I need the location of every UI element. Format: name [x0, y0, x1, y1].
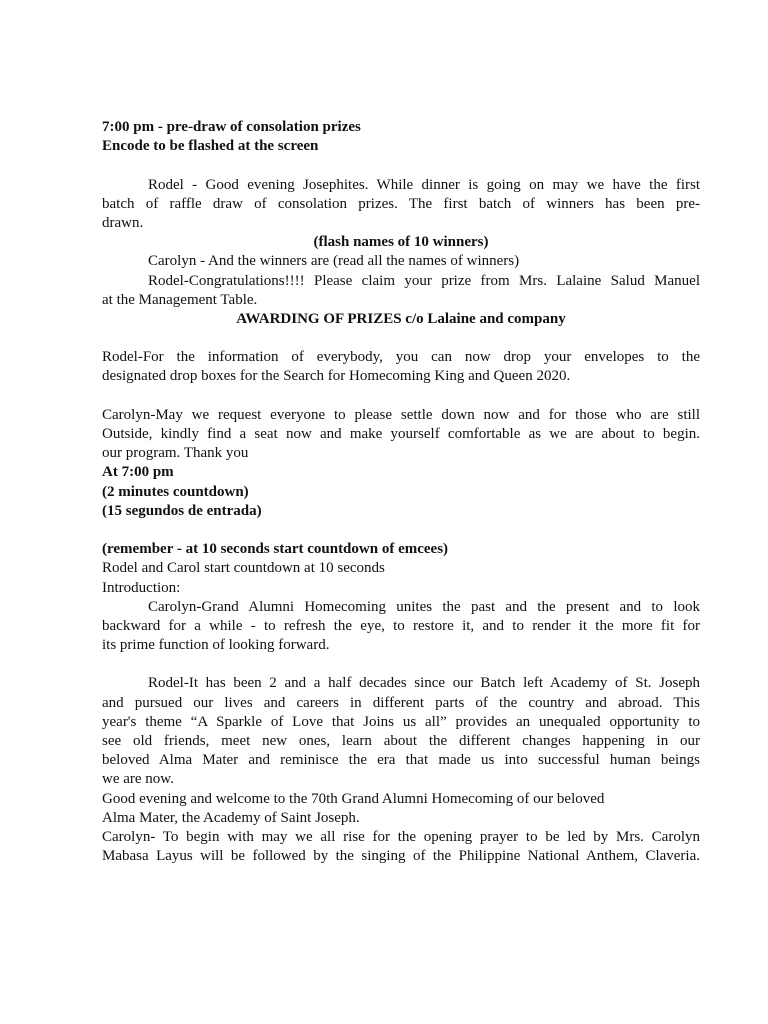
time-heading: At 7:00 pm	[102, 464, 174, 481]
paragraph-line: drawn.	[102, 214, 144, 231]
paragraph-line: Rodel-Congratulations!!!! Please claim your prize from Mrs. Lalaine Salud Manuel	[148, 272, 700, 289]
section-heading: AWARDING OF PRIZES c/o Lalaine and company	[236, 310, 566, 327]
paragraph-line: our program. Thank you	[102, 445, 249, 462]
paragraph-line: Rodel - Good evening Josephites. While dinner is going on may we have the first	[148, 176, 700, 193]
introduction-label: Introduction:	[102, 579, 181, 596]
paragraph-line: see old friends, meet new ones, learn about the different changes happening in our	[102, 733, 700, 749]
paragraph-line: Carolyn-May we request everyone to please settle down now and for those who are still	[102, 406, 700, 423]
paragraph-line: Mabasa Layus will be followed by the singing of the Philippine National Anthem, Claveria.	[102, 848, 700, 865]
paragraph-line: we are now.	[102, 771, 174, 788]
paragraph-line: and pursued our lives and careers in different parts of the country and abroad. This	[102, 694, 700, 711]
paragraph-line: Rodel-For the information of everybody, you can now drop your envelopes to the	[102, 349, 700, 366]
entrance-note: (15 segundos de entrada)	[102, 502, 262, 519]
paragraph-line: Alma Mater, the Academy of Saint Joseph.	[102, 809, 360, 826]
paragraph-line: year's theme “A Sparkle of Love that Joins us all” provides an unequaled opportunity to	[102, 713, 700, 730]
heading-encode: Encode to be flashed at the screen	[102, 138, 319, 155]
paragraph-line: Rodel and Carol start countdown at 10 seconds	[102, 560, 385, 577]
blank-line	[102, 329, 700, 348]
reminder-note: (remember - at 10 seconds start countdown of emcees)	[102, 541, 449, 558]
blank-line	[102, 156, 700, 175]
paragraph-line: batch of raffle draw of consolation prizes. The first batch of winners has been pre-	[102, 195, 700, 212]
paragraph-line: Rodel-It has been 2 and a half decades since our Batch left Academy of St. Joseph	[148, 675, 700, 692]
countdown-note: (2 minutes countdown)	[102, 483, 249, 500]
paragraph-line: backward for a while - to refresh the eye, to restore it, and to render it the more fit for	[102, 617, 700, 634]
blank-line	[102, 655, 700, 674]
stage-direction: (flash names of 10 winners)	[313, 234, 489, 251]
paragraph-line: Good evening and welcome to the 70th Grand Alumni Homecoming of our beloved	[102, 790, 605, 807]
paragraph-line: its prime function of looking forward.	[102, 637, 330, 654]
document-body	[102, 118, 700, 866]
paragraph-line: designated drop boxes for the Search for Homecoming King and Queen 2020.	[102, 368, 571, 385]
paragraph-line: Carolyn- To begin with may we all rise for the opening prayer to be led by Mrs. Carolyn	[102, 828, 700, 845]
heading-predraw: 7:00 pm - pre-draw of consolation prizes	[102, 119, 361, 135]
paragraph-line: Carolyn - And the winners are (read all the names of winners)	[148, 253, 520, 270]
paragraph-line: at the Management Table.	[102, 291, 258, 308]
paragraph-line: Carolyn-Grand Alumni Homecoming unites the past and the present and to look	[148, 598, 700, 615]
blank-line	[102, 387, 700, 406]
paragraph-line: beloved Alma Mater and reminisce the era that made us into successful human beings	[102, 752, 700, 769]
paragraph-line: Outside, kindly find a seat now and make yourself comfortable as we are about to begin.	[102, 426, 700, 442]
blank-line	[102, 521, 700, 540]
